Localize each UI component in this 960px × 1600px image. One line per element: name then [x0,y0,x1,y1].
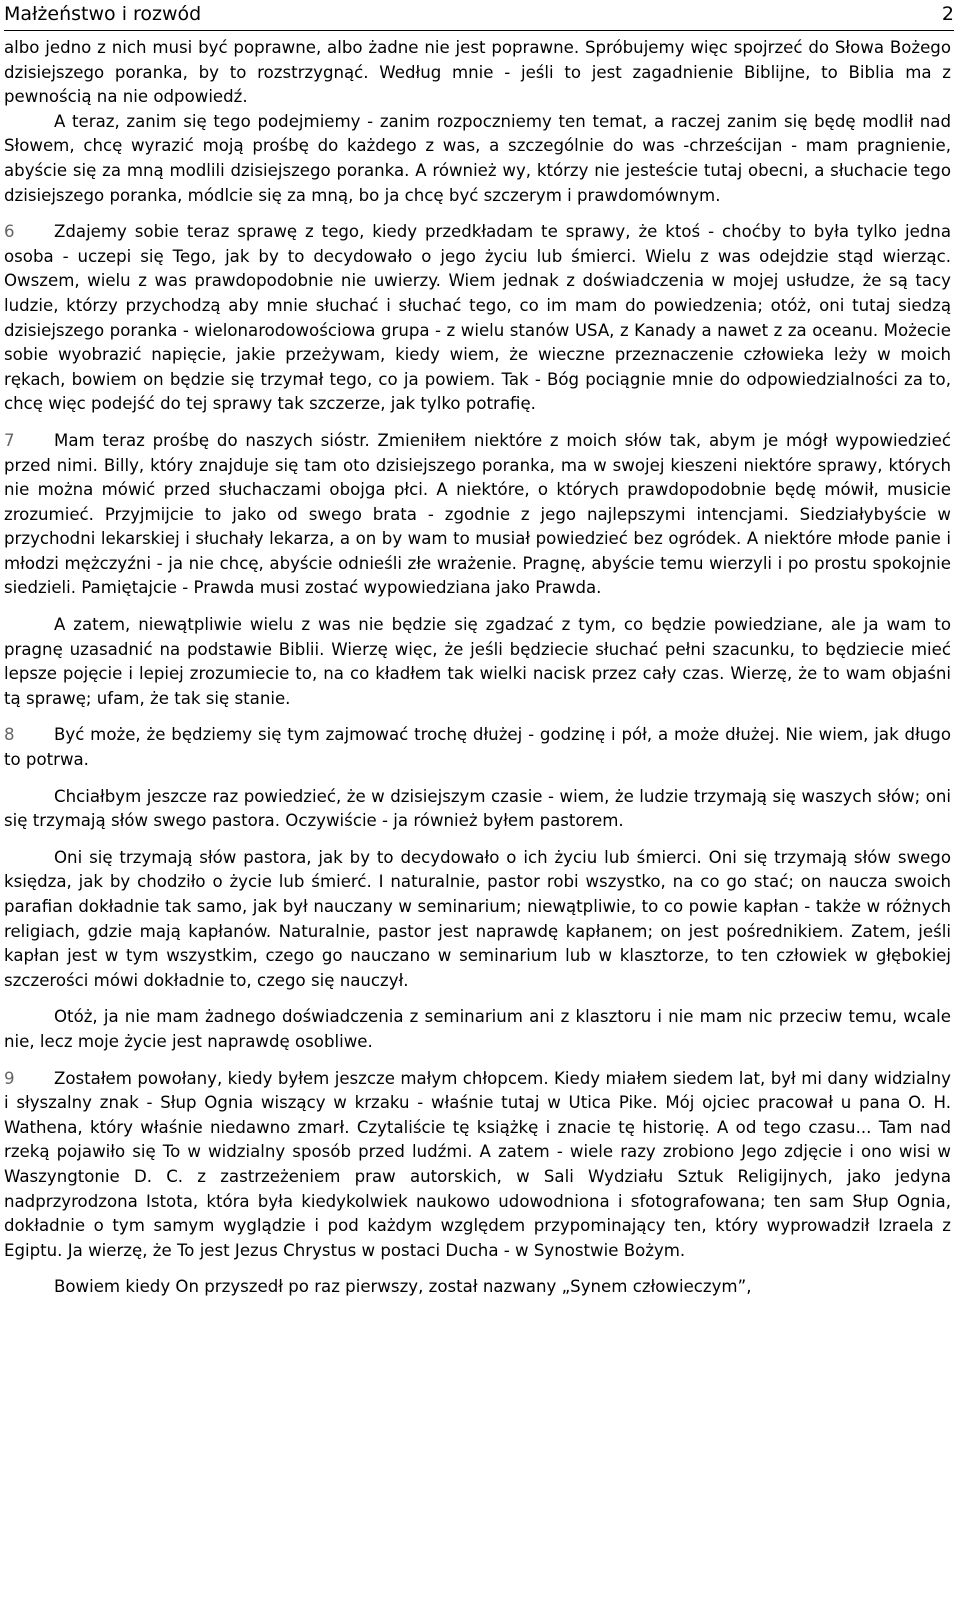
paragraph-4 [4,613,951,711]
paragraph-text: Bowiem kiedy On przyszedł po raz pierwszy, został nazwany „Synem człowieczym”, [54,1277,752,1297]
paragraph-text: Chciałbym jeszcze raz powiedzieć, że w dzisiejszym czasie - wiem, że ludzie trzymają się waszych słów; oni się trzymają słów swego pastora. Oczywiście - ja również byłem pastorem. [4,786,951,831]
page-number: 2 [941,3,954,25]
paragraph-10 [4,1275,951,1300]
paragraph-number: 8 [4,725,15,745]
paragraph-text: albo jedno z nich musi być poprawne, albo żadne nie jest poprawne. Spróbujemy więc spojrzeć do Słowa Bożego dzisiejszego poranka, by to rozstrzygnąć. Według mnie - jeśli to jest zagadnienie Biblijne, to Biblia ma z pewnością na nie odpowiedź. [4,38,951,107]
paragraph-6 [4,785,951,834]
paragraph-text: A teraz, zanim się tego podejmiemy - zanim rozpoczniemy ten temat, a raczej zanim się będę modlił nad Słowem, chcę wyrazić moją prośbę do każdego z was, a szczególnie do was -chrześcijan - mam pragnienie, abyście się za mną modlili dzisiejszego poranka. A również wy, którzy nie jesteście tutaj obecni, a słuchacie tego dzisiejszego poranka, módlcie się za mną, bo ja chcę być szczerym i prawdomównym. [4,111,951,205]
document-body [4,36,951,1300]
paragraph-8 [4,1005,951,1054]
paragraph-number: 9 [4,1068,15,1088]
paragraph-7 [4,846,951,994]
paragraph-text: Być może, że będziemy się tym zajmować trochę dłużej - godzinę i pół, a może dłużej. Nie wiem, jak długo to potrwa. [4,725,951,770]
paragraph-5 [4,723,951,772]
paragraph-1 [4,110,951,208]
paragraph-text: Zdajemy sobie teraz sprawę z tego, kiedy przedkładam te sprawy, że ktoś - choćby to była tylko jedna osoba - uczepi się Tego, jak by to decydowało o jego życiu lub śmierci. Wielu z was odejdzie stąd wierząc. Owszem, wielu z was prawdopodobnie nie uwierzy. Wiem jednak z doświadczenia w mojej usłudze, że są tacy ludzie, którzy przychodzą aby mnie słuchać i słuchać tego, co im mam do powiedzenia; otóż, oni tutaj siedzą dzisiejszego poranka - wielonarodowościowa grupa - z wielu stanów USA, z Kanady a nawet z za oceanu. Możecie sobie wyobrazić napięcie, jakie przeżywam, kiedy wiem, że wieczne przeznaczenie człowieka leży w moich rękach, bowiem on będzie się trzymał tego, co ja powiem. Tak - Bóg pociągnie mnie do odpowiedzialności za to, chcę więc podejść do tej sprawy tak szczerze, jak tylko potrafię. [4,222,951,414]
page-header [4,0,954,31]
paragraph-text: Oni się trzymają słów pastora, jak by to decydowało o ich życiu lub śmierci. Oni się trzymają słów swego księdza, jak by chodziło o życie lub śmierć. I naturalnie, pastor robi wszystko, na co go stać; on naucza swoich parafian dokładnie tak samo, jak był nauczany w seminarium; niewątpliwie, to co powie kapłan - także w różnych religiach, gdzie mają kapłanów. Naturalnie, pastor jest naprawdę kapłanem; on jest pośrednikiem. Zatem, jeśli kapłan jest w tym wszystkim, czego go nauczano w seminarium lub w klasztorze, to ten człowiek w głębokiej szczerości mówi dokładnie to, czego się nauczył. [4,847,951,990]
paragraph-text: Mam teraz prośbę do naszych sióstr. Zmieniłem niektóre z moich słów tak, abym je mógł wypowiedzieć przed nimi. Billy, który znajduje się tam oto dzisiejszego poranka, ma w swojej kieszeni niektóre sprawy, których nie można mówić przed słuchaczami obojga płci. A niektóre, o których prawdopodobnie będę mówił, musicie zrozumieć. Przyjmijcie to jako od swego brata - zgodnie z jego najlepszymi intencjami. Siedziałybyście w przychodni lekarskiej i słuchały lekarza, a on by wam to musiał powiedzieć bez ogródek. A niektóre młode panie i młodzi mężczyźni - ja nie chcę, abyście odnieśli złe wrażenie. Pragnę, abyście temu wierzyli i po prostu spokojnie siedzieli. Pamiętajcie - Prawda musi zostać wypowiedziana jako Prawda. [4,430,951,598]
paragraph-2 [4,220,951,417]
paragraph-text: Zostałem powołany, kiedy byłem jeszcze małym chłopcem. Kiedy miałem siedem lat, był mi dany widzialny i słyszalny znak - Słup Ognia wiszący w krzaku - właśnie tutaj w Utica Pike. Mój ojciec pracował u pana O. H. Wathena, który właśnie niedawno zmarł. Czytaliście tę książkę i znacie tę historię. A od tego czasu... Tam nad rzeką pojawiło się To w widzialny sposób przed ludźmi. A zatem - wiele razy zrobiono Jego zdjęcie i ono wisi w Waszyngtonie D. C. z zastrzeżeniem praw autorskich, w Sali Wydziału Sztuk Religijnych, jako jedyna nadprzyrodzona Istota, która była kiedykolwiek naukowo udowodniona i sfotografowana; ten sam Słup Ognia, dokładnie o tym samym wyglądzie i pod każdym względem przypominający ten, który wyprowadził Izraela z Egiptu. Ja wierzę, że To jest Jezus Chrystus w postaci Ducha - w Synostwie Bożym. [4,1068,951,1260]
paragraph-0 [4,36,951,110]
paragraph-text: A zatem, niewątpliwie wielu z was nie będzie się zgadzać z tym, co będzie powiedziane, ale ja wam to pragnę uzasadnić na podstawie Biblii. Wierzę więc, że jeśli będziecie słuchać pełni szacunku, to będziecie mieć lepsze pojęcie i lepiej zrozumiecie to, na co kładłem tak wielki nacisk przez cały czas. Wierzę, że to wam objaśni tą sprawę; ufam, że tak się stanie. [4,615,951,708]
paragraph-text: Otóż, ja nie mam żadnego doświadczenia z seminarium ani z klasztoru i nie mam nic przeciw temu, wcale nie, lecz moje życie jest naprawdę osobliwe. [4,1007,951,1051]
document-title: Małżeństwo i rozwód [4,3,202,25]
paragraph-9 [4,1067,951,1264]
paragraph-number: 7 [4,430,15,450]
paragraph-number: 6 [4,222,15,242]
paragraph-3 [4,429,951,601]
